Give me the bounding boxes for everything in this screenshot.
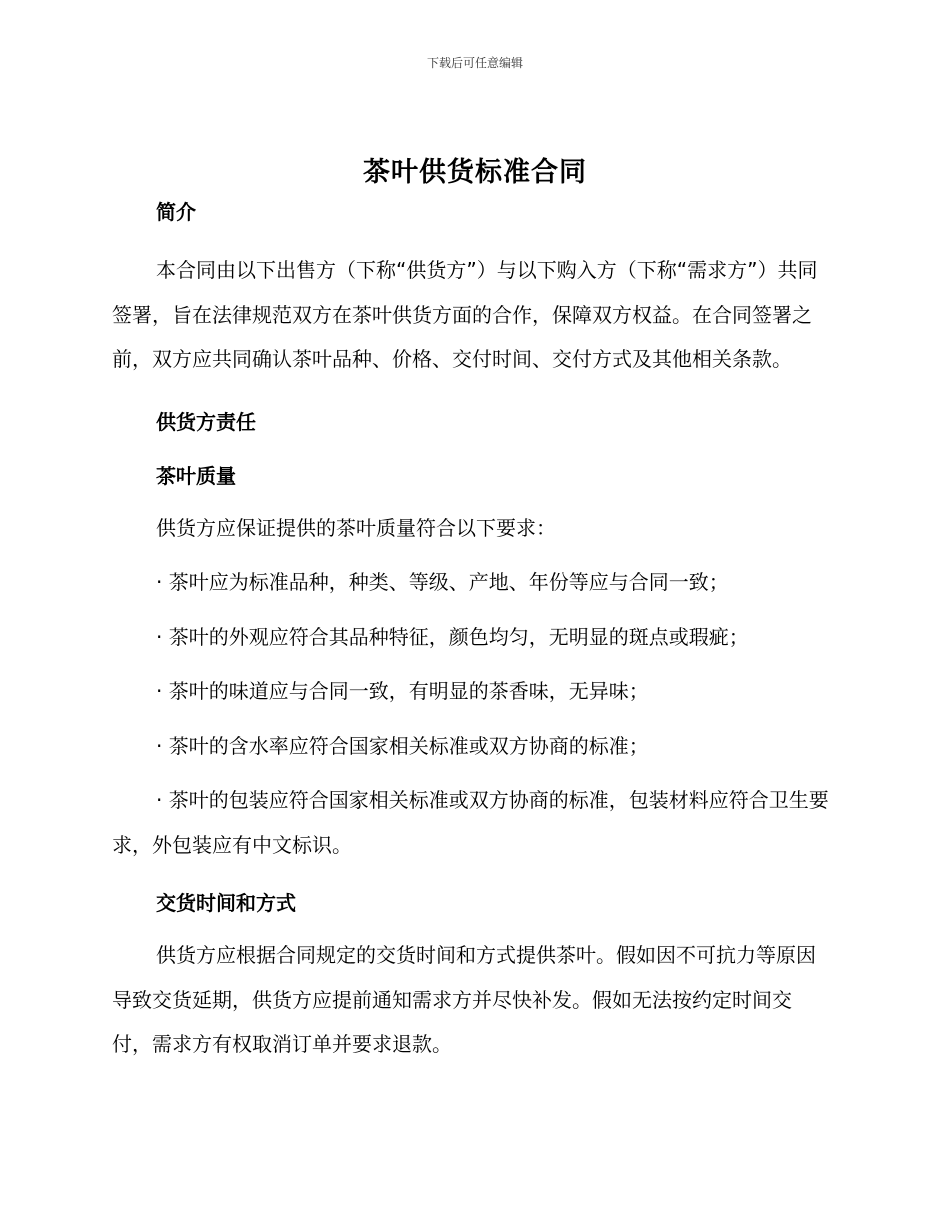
quality-intro: 供货方应保证提供的茶叶质量符合以下要求：: [156, 515, 556, 540]
quality-item: · 茶叶的含水率应符合国家相关标准或双方协商的标准；: [156, 733, 649, 758]
quality-item: · 茶叶的包装应符合国家相关标准或双方协商的标准，包装材料应符合卫生要求，外包装应有中文标识。: [112, 788, 829, 857]
intro-paragraph: 本合同由以下出售方（下称“供货方”）与以下购入方（下称“需求方”）共同签署，旨在法律规范双方在茶叶供货方面的合作，保障双方权益。在合同签署之前，双方应共同确认茶叶品种、价格、交付时间、交付方式及其他相关条款。: [112, 258, 818, 371]
quality-item: · 茶叶的外观应符合其品种特征，颜色均匀，无明显的斑点或瑕疵；: [156, 624, 749, 649]
quality-item: · 茶叶应为标准品种，种类、等级、产地、年份等应与合同一致；: [156, 570, 729, 594]
document-body: [112, 196, 830, 1067]
delivery-paragraph: 供货方应根据合同规定的交货时间和方式提供茶叶。假如因不可抗力等原因导致交货延期，供货方应提前通知需求方并尽快补发。假如无法按约定时间交付，需求方有权取消订单并要求退款。: [112, 943, 816, 1056]
section-heading-intro: 简介: [156, 200, 196, 224]
quality-item: · 茶叶的味道应与合同一致，有明显的茶香味，无异味；: [156, 679, 649, 703]
section-heading-supplier: 供货方责任: [156, 409, 256, 434]
section-heading-delivery: 交货时间和方式: [156, 891, 296, 915]
header-note: 下载后可任意编辑: [426, 56, 523, 70]
document-title: 茶叶供货标准合同: [363, 157, 587, 188]
section-heading-quality: 茶叶质量: [156, 463, 236, 488]
